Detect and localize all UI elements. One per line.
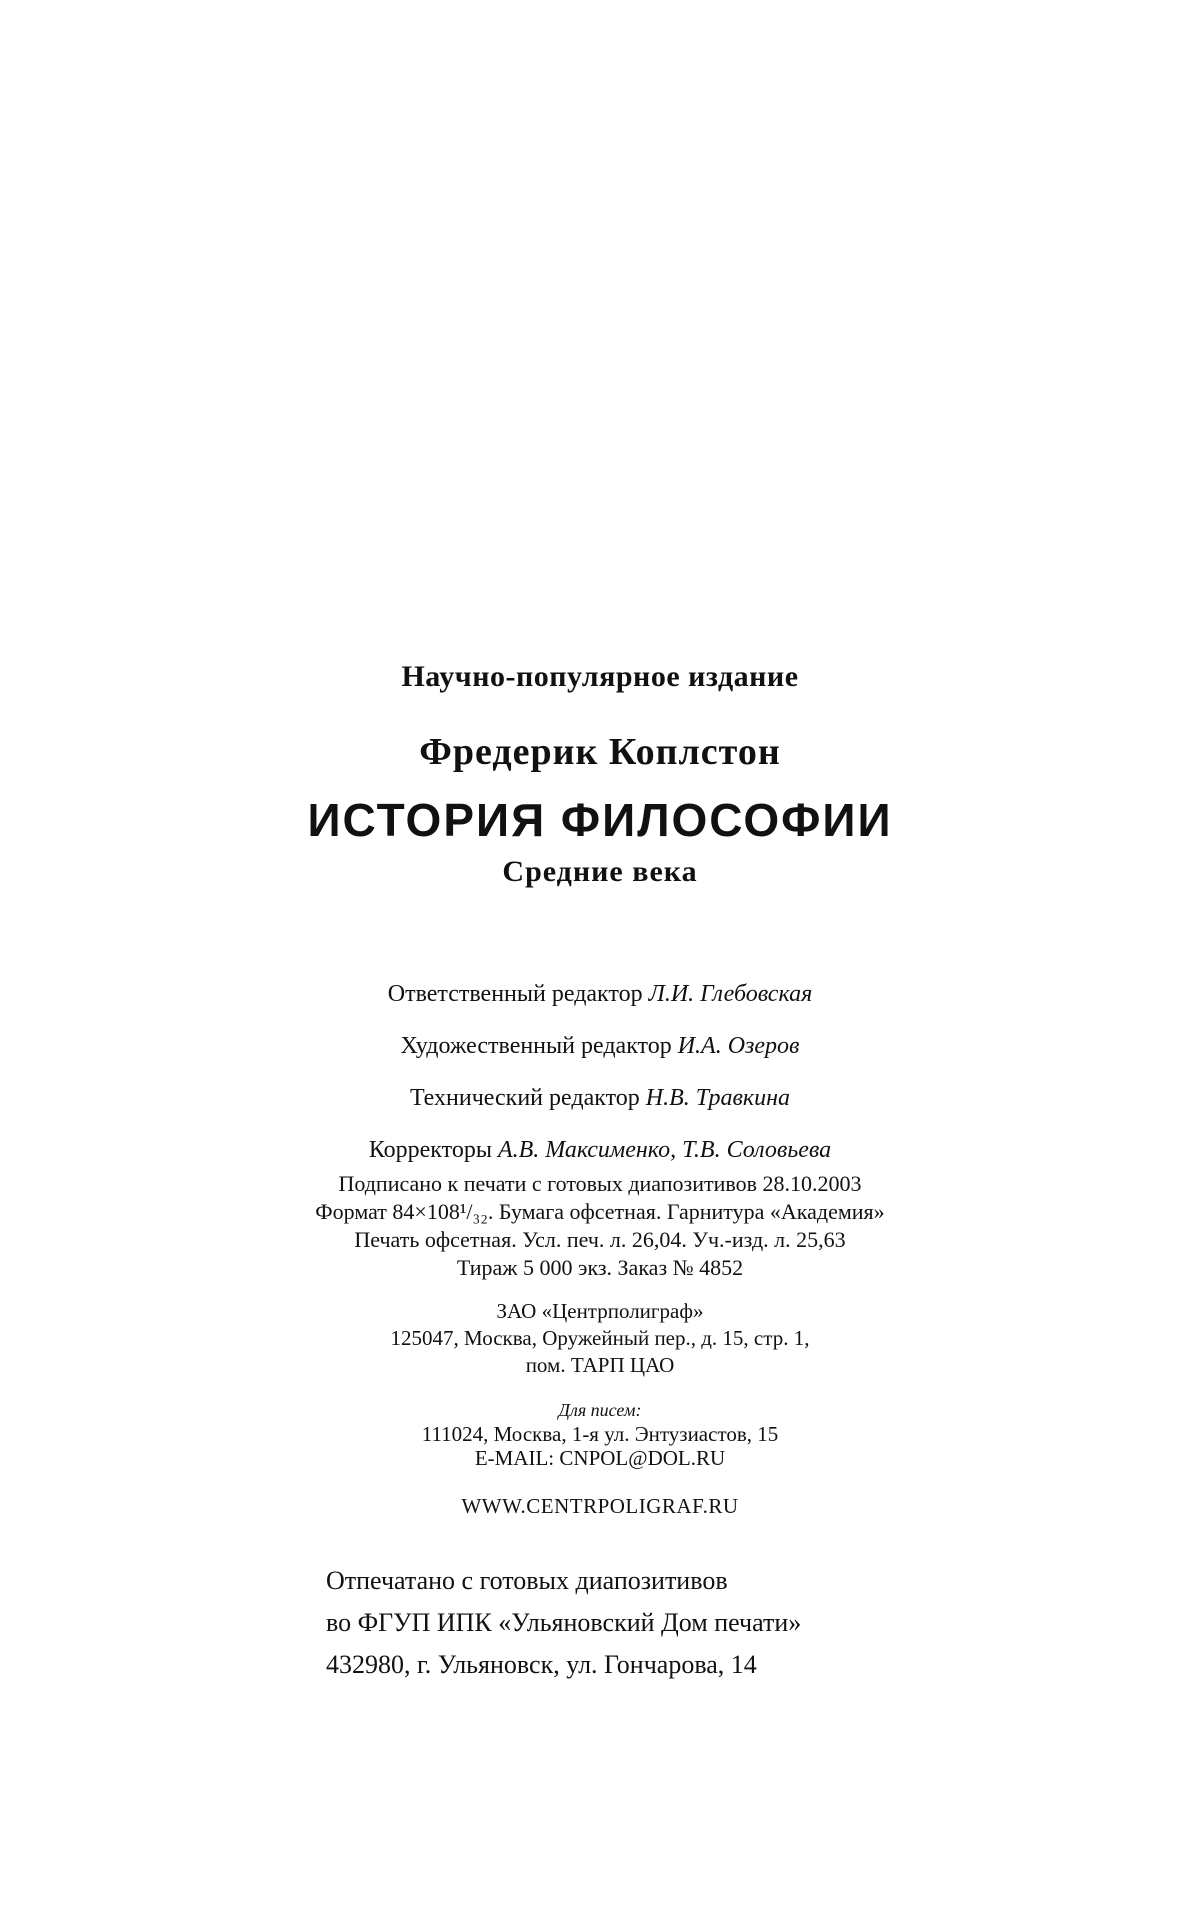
printer-line-1: Отпечатано с готовых диапозитивов (326, 1566, 728, 1595)
publisher-block (0, 1298, 1200, 1379)
signed-to-print-line: Подписано к печати с готовых диапозитивов 28.10.2003 (338, 1171, 862, 1196)
printer-address: 432980, г. Ульяновск, ул. Гончарова, 14 (326, 1650, 757, 1679)
credit-line-responsible-editor (0, 968, 1200, 1020)
email-address: E-MAIL: CNPOL@DOL.RU (474, 1446, 726, 1470)
letters-block (0, 1398, 1200, 1470)
letters-label: Для писем: (558, 1400, 642, 1420)
format-line: Формат 84×108¹/₃₂. Бумага офсетная. Гарнитура «Академия» (315, 1199, 885, 1224)
author-name: Фредерик Коплстон (419, 731, 781, 773)
credit-person: И.А. Озеров (677, 1033, 800, 1059)
letters-address: 111024, Москва, 1-я ул. Энтузиастов, 15 (421, 1422, 779, 1446)
credit-person: Н.В. Травкина (645, 1085, 791, 1111)
publisher-address: 125047, Москва, Оружейный пер., д. 15, стр. 1, (390, 1326, 810, 1350)
publication-details (0, 1170, 1200, 1282)
book-title: ИСТОРИЯ ФИЛОСОФИИ (307, 794, 893, 846)
credit-role: Художественный редактор (400, 1033, 672, 1059)
print-sheets-line: Печать офсетная. Усл. печ. л. 26,04. Уч.-изд. л. 25,63 (354, 1227, 846, 1252)
credit-person: А.В. Максименко, Т.В. Соловьева (497, 1137, 832, 1163)
book-subtitle: Средние века (502, 855, 698, 888)
printer-block (326, 1560, 801, 1686)
credit-role: Технический редактор (409, 1085, 640, 1111)
credit-role: Корректоры (368, 1137, 492, 1163)
genre-label: Научно-популярное издание (401, 660, 799, 693)
printer-line-2: во ФГУП ИПК «Ульяновский Дом печати» (326, 1608, 802, 1637)
credit-line-technical-editor (0, 1072, 1200, 1124)
credit-line-art-editor (0, 1020, 1200, 1072)
website-url: WWW.CENTRPOLIGRAF.RU (461, 1494, 739, 1518)
print-run-line: Тираж 5 000 экз. Заказ № 4852 (456, 1255, 744, 1280)
publisher-address-room: пом. ТАРП ЦАО (525, 1353, 675, 1377)
credit-role: Ответственный редактор (387, 981, 643, 1007)
publisher-name: ЗАО «Центрполиграф» (496, 1299, 704, 1323)
credits-list (0, 968, 1200, 1176)
credit-person: Л.И. Глебовская (648, 981, 813, 1007)
credit-line-proofreaders (0, 1124, 1200, 1176)
